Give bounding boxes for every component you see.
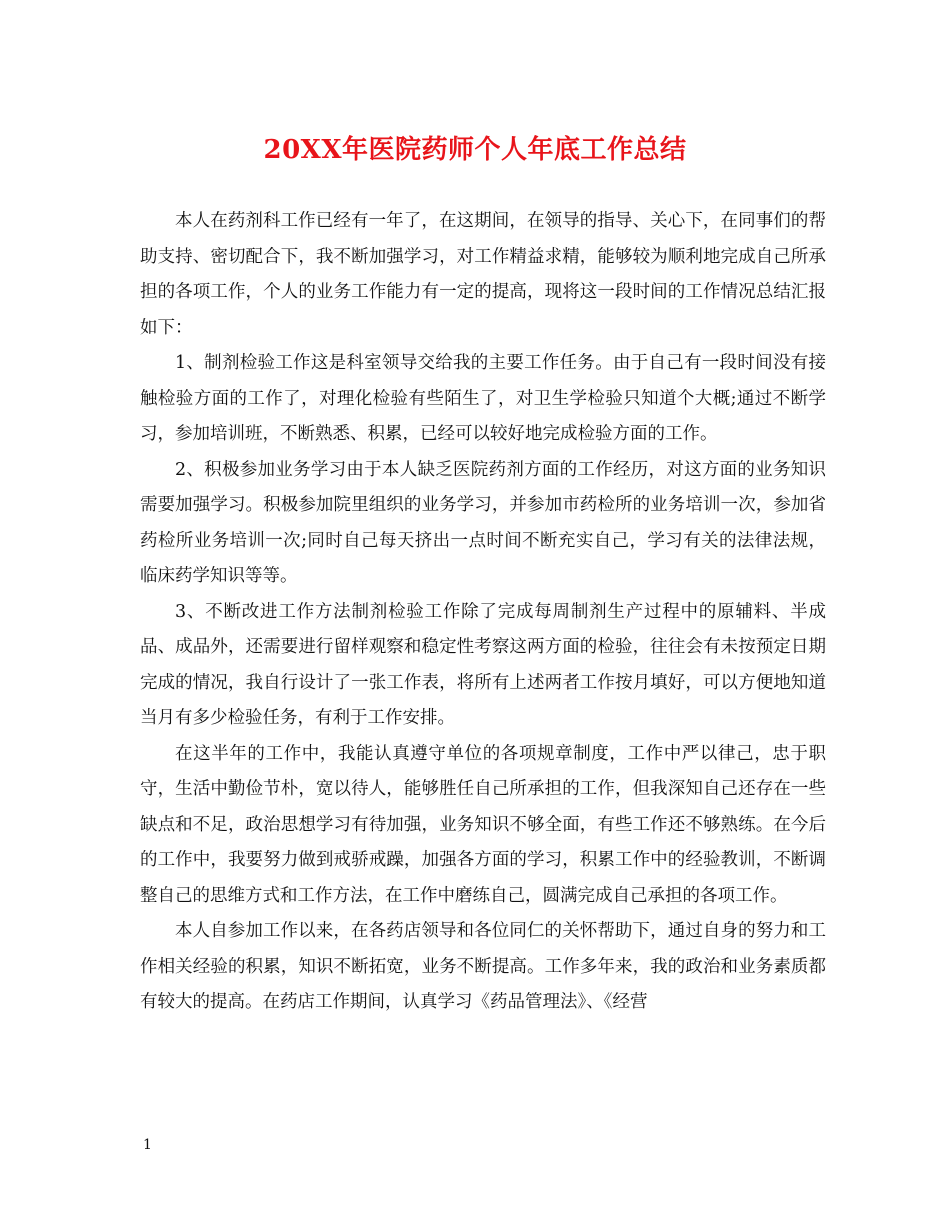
paragraph-experience: 本人自参加工作以来，在各药店领导和各位同仁的关怀帮助下，通过自身的努力和工作相关经验的积累，知识不断拓宽，业务不断提高。工作多年来，我的政治和业务素质都有较大的提高。在药店工作期间，认真学习《药品管理法》、《经营 <box>140 921 826 1012</box>
document-body <box>140 204 826 1021</box>
paragraph-item-3: 3、不断改进工作方法制剂检验工作除了完成每周制剂生产过程中的原辅料、半成品、成品外，还需要进行留样观察和稳定性考察这两方面的检验，往往会有未按预定日期完成的情况，我自行设计了一张工作表，将所有上述两者工作按月填好，可以方便地知道当月有多少检验任务，有利于工作安排。 <box>140 601 826 728</box>
paragraph-item-1: 1、制剂检验工作这是科室领导交给我的主要工作任务。由于自己有一段时间没有接触检验方面的工作了，对理化检验有些陌生了，对卫生学检验只知道个大概;通过不断学习，参加培训班，不断熟悉、积累，已经可以较好地完成检验方面的工作。 <box>140 353 826 444</box>
page-number: 1 <box>143 1137 152 1153</box>
paragraph-intro: 本人在药剂科工作已经有一年了，在这期间，在领导的指导、关心下，在同事们的帮助支持、密切配合下，我不断加强学习，对工作精益求精，能够较为顺利地完成自己所承担的各项工作，个人的业务工作能力有一定的提高，现将这一段时间的工作情况总结汇报如下： <box>140 211 826 338</box>
document-title: 20XX年医院药师个人年底工作总结 <box>263 135 687 165</box>
paragraph-item-2: 2、积极参加业务学习由于本人缺乏医院药剂方面的工作经历，对这方面的业务知识需要加强学习。积极参加院里组织的业务学习，并参加市药检所的业务培训一次，参加省药检所业务培训一次;同时自己每天挤出一点时间不断充实自己，学习有关的法律法规，临床药学知识等等。 <box>140 459 826 586</box>
paragraph-summary: 在这半年的工作中，我能认真遵守单位的各项规章制度，工作中严以律己，忠于职守，生活中勤俭节朴，宽以待人，能够胜任自己所承担的工作，但我深知自己还存在一些缺点和不足，政治思想学习有待加强，业务知识不够全面，有些工作还不够熟练。在今后的工作中，我要努力做到戒骄戒躁，加强各方面的学习，积累工作中的经验教训，不断调整自己的思维方式和工作方法，在工作中磨练自己，圆满完成自己承担的各项工作。 <box>140 743 826 906</box>
